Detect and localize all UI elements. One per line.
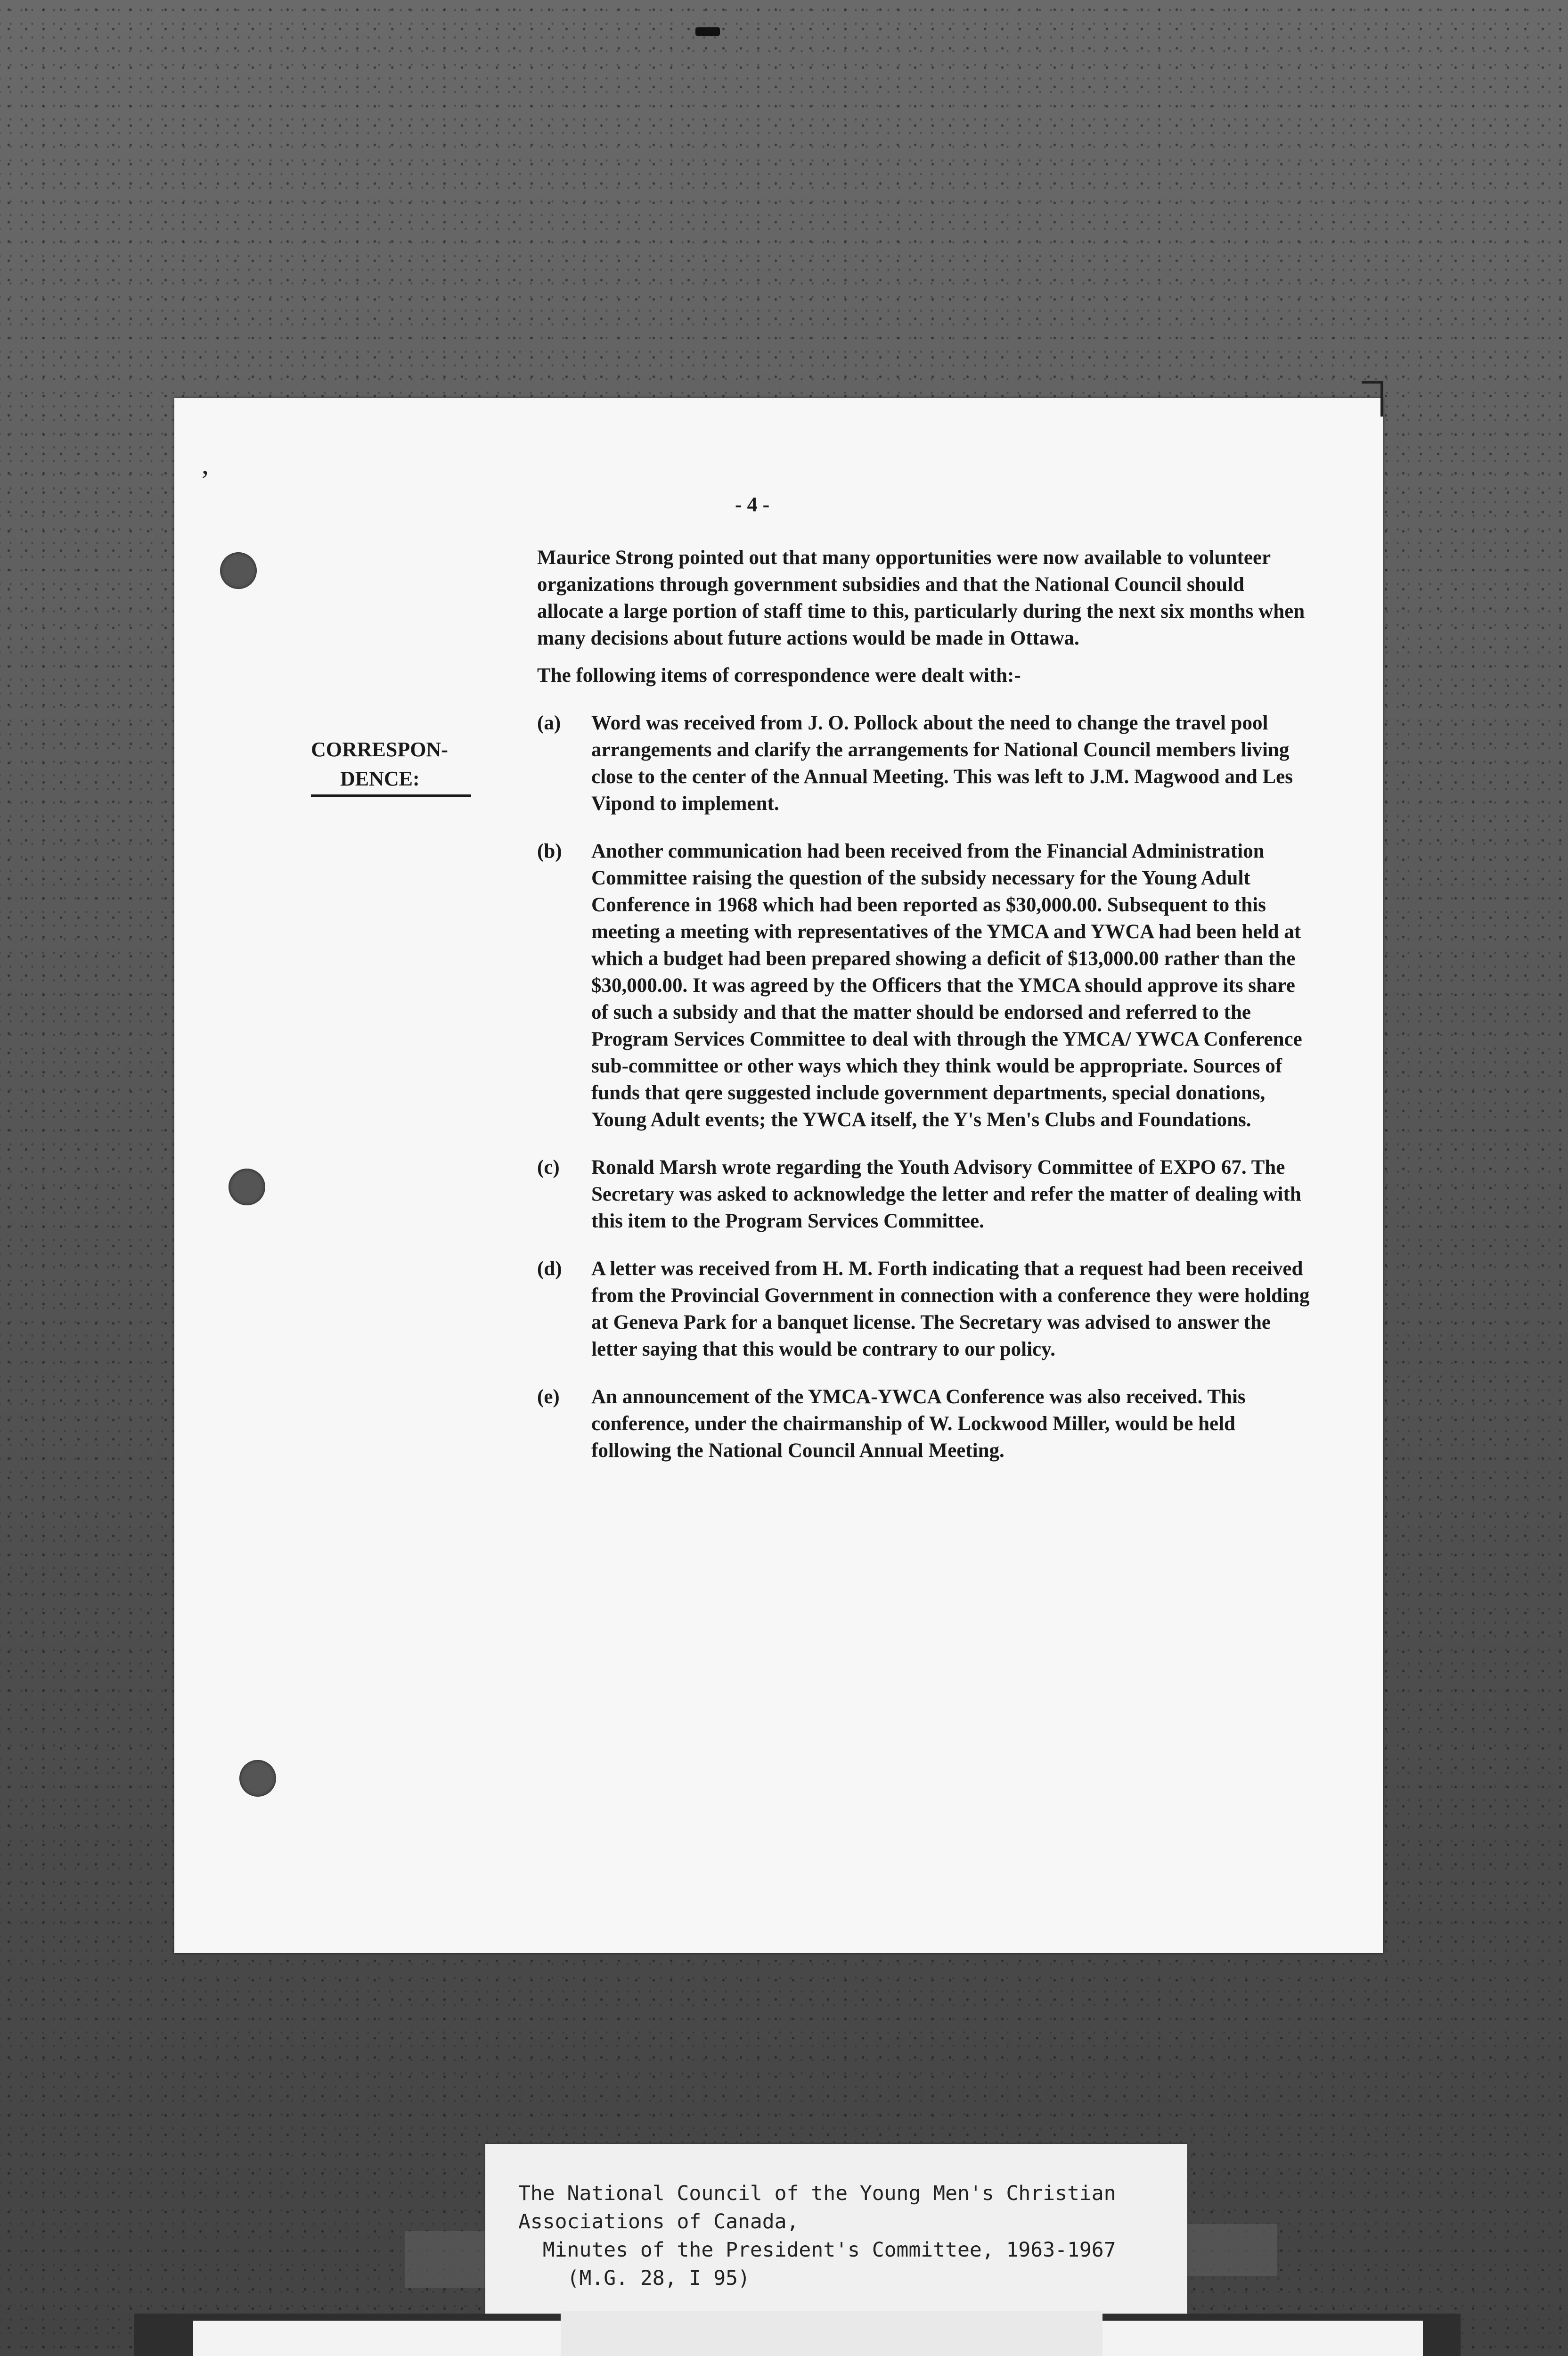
- source-line: (M.G. 28, I 95): [518, 2266, 750, 2290]
- item-text: A letter was received from H. M. Forth indicating that a request had been received from the Provincial Government in connection with a conference they were holding at Geneva Park for a banquet license. The Secretary was advised to answer the letter saying that this would be contrary to our policy.: [591, 1258, 1310, 1360]
- card-tab: [561, 2311, 1102, 2356]
- source-line: The National Council of the Young Men's Christian: [518, 2182, 1116, 2205]
- punch-hole-icon: [239, 1760, 276, 1797]
- page-corner-mark: [1362, 381, 1383, 417]
- punch-hole-icon: [229, 1169, 265, 1205]
- heading-line-1: CORRESPON-: [311, 738, 448, 761]
- source-line: Associations of Canada,: [518, 2210, 799, 2233]
- intro-paragraph: Maurice Strong pointed out that many opportunities were now available to volunteer organizations through government subsidies and that the National Council should allocate a large portion of staff time to this, particularly during the next six months when many decisions about future actions would be made in Ottawa.: [537, 547, 1305, 649]
- item-label: (e): [537, 1386, 560, 1408]
- item-label: (c): [537, 1156, 560, 1178]
- heading-underline: [311, 794, 471, 797]
- correspondence-item: [537, 710, 1315, 817]
- pen-mark: ʼ: [200, 465, 210, 496]
- item-label: (a): [537, 712, 561, 734]
- correspondence-item: [537, 1154, 1315, 1235]
- minutes-body: [537, 544, 1315, 1464]
- correspondence-intro: The following items of correspondence were dealt with:-: [537, 664, 1021, 687]
- item-text: Ronald Marsh wrote regarding the Youth Advisory Committee of EXPO 67. The Secretary was asked to acknowledge the letter and refer the matter of dealing with this item to the Program Services Committee.: [591, 1156, 1301, 1232]
- film-mark: [695, 27, 720, 36]
- source-line: Minutes of the President's Committee, 1963-1967: [518, 2238, 1116, 2262]
- item-text: Word was received from J. O. Pollock about the need to change the travel pool arrangements and clarify the arrangements for National Council members living close to the center of the Annual Meeting. This was left to J.M. Magwood and Les Vipond to implement.: [591, 712, 1293, 815]
- item-text: Another communication had been received from the Financial Administration Committee raising the question of the subsidy necessary for the Young Adult Conference in 1968 which had been reported as $30,000.00. Subsequent to this meeting a meeting with representatives of the YMCA and YWCA had been held at which a budget had been prepared showing a deficit of $13,000.00 rather than the $30,000.00. It was agreed by the Officers that the YMCA should approve its share of such a subsidy and that the matter should be endorsed and referred to the Program Services Committee to deal with through the YMCA/ YWCA Conference sub-committee or other ways which they think would be appropriate. Sources of funds that qere suggested include government departments, special donations, Young Adult events; the YWCA itself, the Y's Men's Clubs and Foundations.: [591, 840, 1302, 1131]
- item-label: (d): [537, 1258, 562, 1280]
- tape-strip: [405, 2231, 495, 2288]
- correspondence-item: [537, 838, 1315, 1133]
- correspondence-heading: [311, 735, 471, 797]
- correspondence-item: [537, 1383, 1315, 1464]
- heading-line-2: DENCE:: [340, 767, 420, 790]
- punch-hole-icon: [220, 552, 257, 589]
- item-label: (b): [537, 840, 562, 862]
- correspondence-item: [537, 1255, 1315, 1363]
- item-text: An announcement of the YMCA-YWCA Conference was also received. This conference, under the chairmanship of W. Lockwood Miller, would be held following the National Council Annual Meeting.: [591, 1386, 1246, 1462]
- tape-strip: [1178, 2224, 1277, 2276]
- page-number: - 4 -: [735, 493, 770, 516]
